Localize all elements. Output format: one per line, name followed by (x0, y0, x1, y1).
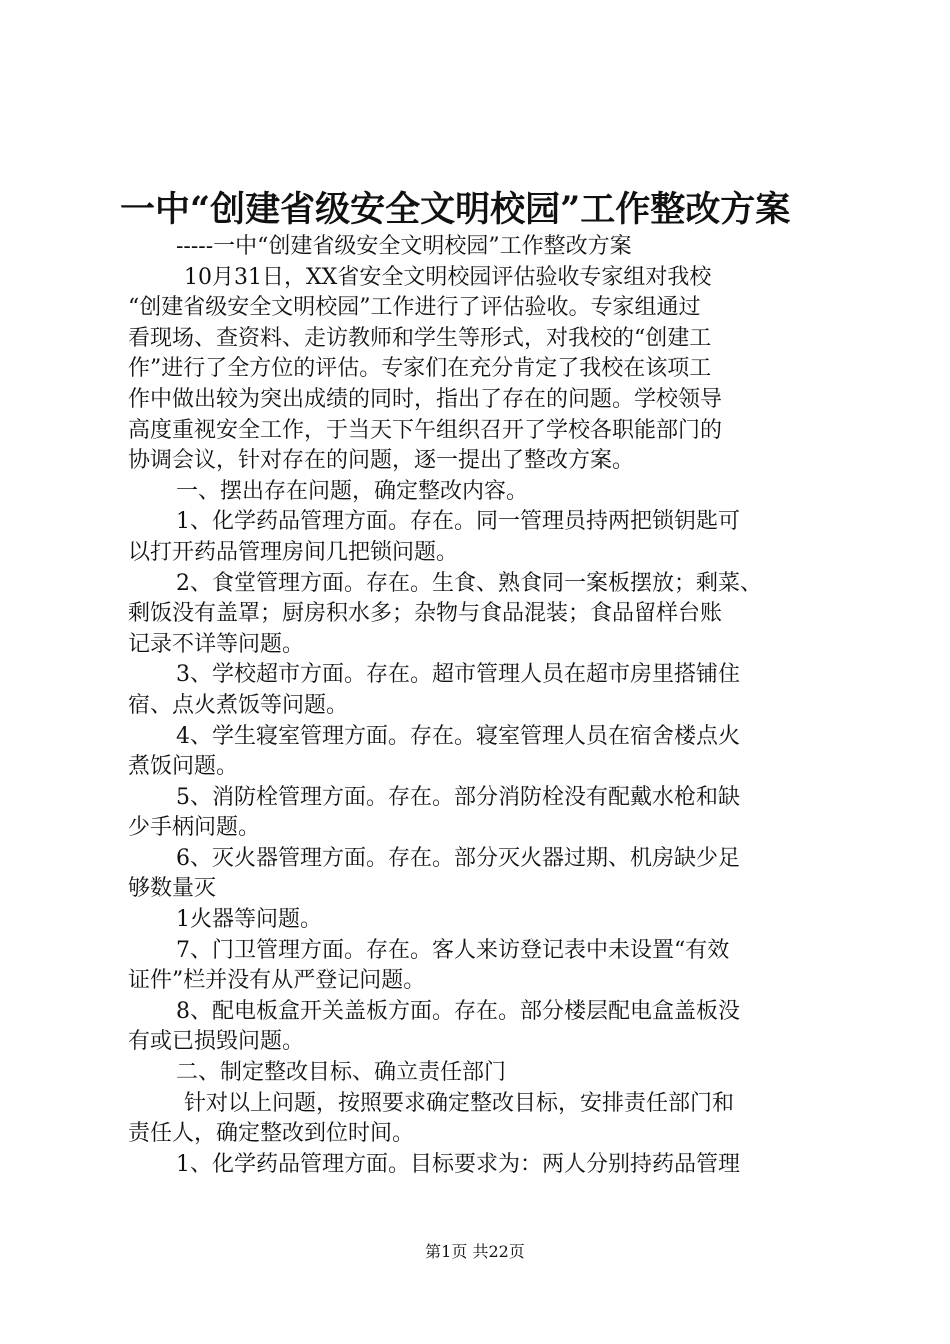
body-line: 7、门卫管理方面。存在。客人来访登记表中未设置“有效 (176, 937, 730, 963)
body-line: 协调会议，针对存在的问题，逐一提出了整改方案。 (128, 448, 635, 474)
body-line: 1、化学药品管理方面。存在。同一管理员持两把锁钥匙可 (176, 509, 740, 535)
body-line: 责任人，确定整改到位时间。 (128, 1121, 415, 1147)
body-line: 少手柄问题。 (128, 815, 261, 841)
body-line: 8、配电板盒开关盖板方面。存在。部分楼层配电盒盖板没 (176, 998, 740, 1024)
body-line: 有或已损毁问题。 (128, 1029, 305, 1055)
body-line: 以打开药品管理房间几把锁问题。 (128, 539, 459, 565)
body-line: 5、消防栓管理方面。存在。部分消防栓没有配戴水枪和缺 (176, 784, 740, 810)
body-line: 宿、点火煮饭等问题。 (128, 692, 349, 718)
body-line: “创建省级安全文明校园”工作进行了评估验收。专家组通过 (128, 295, 701, 321)
body-line: 6、灭火器管理方面。存在。部分灭火器过期、机房缺少足 (176, 845, 740, 871)
body-line: 剩饭没有盖罩；厨房积水多；杂物与食品混装；食品留样台账 (128, 601, 723, 627)
body-line: 够数量灭 (128, 876, 217, 902)
body-line: 2、食堂管理方面。存在。生食、熟食同一案板摆放；剩菜、 (176, 570, 762, 596)
body-line: 10月31日，XX省安全文明校园评估验收专家组对我校 (184, 264, 712, 290)
body-line: 4、学生寝室管理方面。存在。寝室管理人员在宿舍楼点火 (176, 723, 740, 749)
document-body (128, 232, 833, 1180)
body-line: -----一中“创建省级安全文明校园”工作整改方案 (176, 234, 632, 259)
body-line: 一、摆出存在问题，确定整改内容。 (176, 478, 529, 504)
page-footer: 第1页 共22页 (425, 1242, 525, 1261)
body-line: 作”进行了全方位的评估。专家们在充分肯定了我校在该项工 (128, 356, 712, 382)
body-line: 看现场、查资料、走访教师和学生等形式，对我校的“创建工 (128, 325, 712, 351)
document-title: 一中“创建省级安全文明校园”工作整改方案 (120, 189, 791, 230)
body-line: 证件”栏并没有从严登记问题。 (128, 968, 426, 994)
body-line: 1火器等问题。 (176, 907, 322, 933)
body-line: 作中做出较为突出成绩的同时，指出了存在的问题。学校领导 (128, 386, 723, 412)
body-line: 1、化学药品管理方面。目标要求为：两人分别持药品管理 (176, 1151, 740, 1177)
body-line: 高度重视安全工作，于当天下午组织召开了学校各职能部门的 (128, 417, 723, 443)
body-line: 3、学校超市方面。存在。超市管理人员在超市房里搭铺住 (176, 662, 740, 688)
body-line: 针对以上问题，按照要求确定整改目标，安排责任部门和 (184, 1090, 735, 1116)
body-line: 煮饭问题。 (128, 754, 239, 780)
body-line: 记录不详等问题。 (128, 631, 305, 657)
body-line: 二、制定整改目标、确立责任部门 (176, 1060, 507, 1086)
